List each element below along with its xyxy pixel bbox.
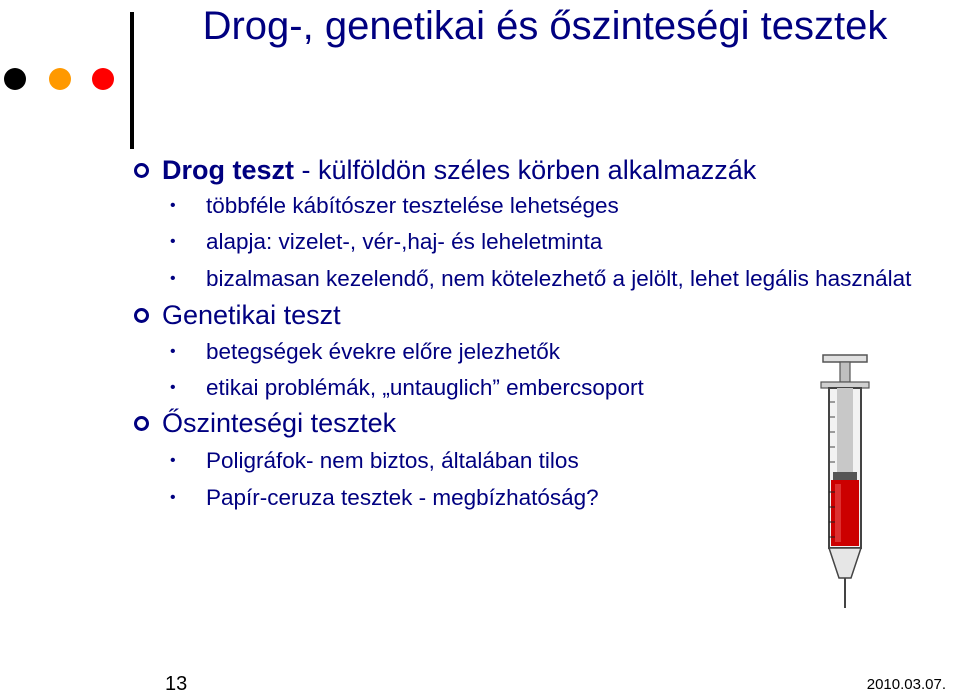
- bullet-icon: •: [170, 452, 176, 469]
- title-divider: [130, 12, 134, 149]
- bullet-icon: •: [170, 197, 176, 214]
- syringe-icon: [818, 352, 874, 612]
- ring-bullet-icon: [134, 308, 149, 323]
- list-item: [130, 190, 960, 221]
- section-heading-genetic-test: [130, 297, 960, 333]
- list-item-text: betegségek évekre előre jelezhetők: [206, 339, 560, 364]
- list-item-text: bizalmasan kezelendő, nem kötelezhető a jelölt, lehet legális használat: [206, 266, 912, 291]
- section-heading-text: - külföldön széles körben alkalmazzák: [294, 155, 757, 185]
- list-item-text: Papír-ceruza tesztek - megbízhatóság?: [206, 485, 599, 510]
- bullet-icon: •: [170, 343, 176, 360]
- ring-bullet-icon: [134, 163, 149, 178]
- list-item-text: alapja: vizelet-, vér-,haj- és leheletminta: [206, 229, 603, 254]
- black-dot-icon: [4, 68, 26, 90]
- section-heading-bold: Drog teszt: [162, 155, 295, 185]
- list-item: [130, 263, 960, 294]
- section-heading-drug-test: [130, 152, 960, 188]
- page-title: Drog-, genetikai és őszinteségi tesztek: [202, 4, 888, 48]
- footer-date: 2010.03.07.: [866, 676, 946, 693]
- bullet-icon: •: [170, 270, 176, 287]
- orange-dot-icon: [49, 68, 71, 90]
- section-heading-text: Őszinteségi tesztek: [162, 408, 397, 438]
- red-dot-icon: [92, 68, 114, 90]
- list-item-text: Poligráfok- nem biztos, általában tilos: [206, 448, 579, 473]
- bullet-icon: •: [170, 489, 176, 506]
- page-number: 13: [165, 673, 188, 695]
- list-item: [130, 226, 960, 257]
- section-heading-text: Genetikai teszt: [162, 300, 341, 330]
- ring-bullet-icon: [134, 416, 149, 431]
- list-item-text: többféle kábítószer tesztelése lehetséges: [206, 193, 619, 218]
- bullet-icon: •: [170, 379, 176, 396]
- bullet-icon: •: [170, 233, 176, 250]
- list-item-text: etikai problémák, „untauglich” embercsoport: [206, 375, 644, 400]
